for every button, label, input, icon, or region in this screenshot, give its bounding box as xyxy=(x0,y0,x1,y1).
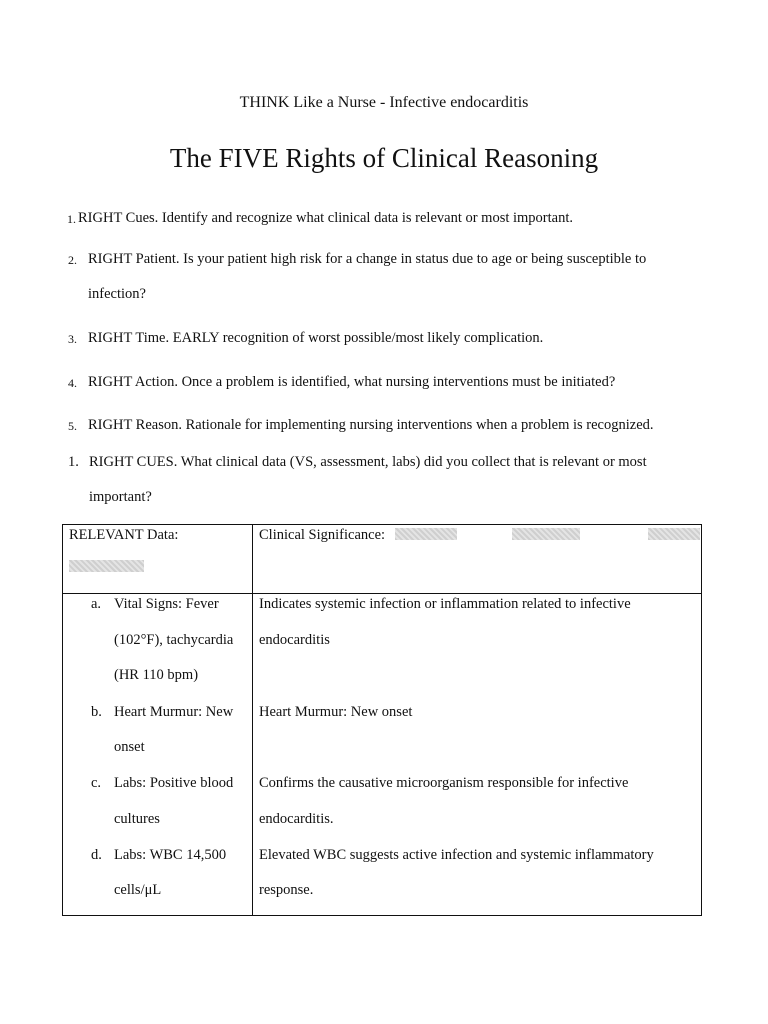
clinical-significance-cell xyxy=(253,594,702,916)
table-header-cell xyxy=(63,525,253,594)
list-item-right-action: RIGHT Action. Once a problem is identified, what nursing interventions must be initiated? xyxy=(88,374,616,390)
list-item-right-patient-cont: infection? xyxy=(88,286,146,302)
header-relevant-data: RELEVANT Data: xyxy=(69,527,179,543)
data-line: Heart Murmur: New xyxy=(114,704,234,720)
list-number: 4. xyxy=(68,376,77,390)
item-letter: b. xyxy=(91,704,102,720)
section-number: 1. xyxy=(68,454,79,470)
list-item-right-reason: RIGHT Reason. Rationale for implementing nursing interventions when a problem is recognized. xyxy=(88,417,654,433)
significance-line: Confirms the causative microorganism responsible for infective xyxy=(259,775,629,791)
significance-line: Indicates systemic infection or inflammation related to infective xyxy=(259,596,631,612)
redacted-block xyxy=(69,560,144,572)
significance-line: endocarditis xyxy=(259,632,330,648)
data-line: Labs: WBC 14,500 xyxy=(114,847,227,863)
list-item-right-cues: RIGHT Cues. Identify and recognize what clinical data is relevant or most important. xyxy=(78,210,574,226)
data-line: Labs: Positive blood xyxy=(114,775,234,791)
table-header-cell xyxy=(253,525,702,594)
data-line: (102°F), tachycardia xyxy=(114,632,234,648)
data-line: (HR 110 bpm) xyxy=(114,667,199,683)
data-line: Vital Signs: Fever xyxy=(114,596,219,612)
document-title: The FIVE Rights of Clinical Reasoning xyxy=(169,143,599,173)
significance-line: endocarditis. xyxy=(259,811,334,827)
redacted-block xyxy=(512,528,580,540)
significance-line: Heart Murmur: New onset xyxy=(259,704,413,720)
redacted-block xyxy=(395,528,457,540)
section-heading-right-cues-cont: important? xyxy=(89,489,152,505)
data-line: cells/μL xyxy=(114,882,162,898)
list-number: 2. xyxy=(68,253,77,267)
section-heading-right-cues: RIGHT CUES. What clinical data (VS, assessment, labs) did you collect that is relevant or most xyxy=(89,454,647,470)
item-letter: a. xyxy=(91,596,102,612)
list-number: 5. xyxy=(68,419,77,433)
relevant-data-table xyxy=(62,524,702,916)
redacted-block xyxy=(648,528,700,540)
data-line: cultures xyxy=(114,811,160,827)
item-letter: c. xyxy=(91,775,102,791)
relevant-data-cell xyxy=(63,594,253,916)
table-header-row xyxy=(63,525,702,594)
data-line: onset xyxy=(114,739,145,755)
list-item-right-time: RIGHT Time. EARLY recognition of worst possible/most likely complication. xyxy=(88,330,544,346)
list-item-right-patient: RIGHT Patient. Is your patient high risk for a change in status due to age or being susceptible to xyxy=(88,251,647,267)
table-row xyxy=(63,594,702,916)
list-number: 1. xyxy=(67,212,76,226)
list-number: 3. xyxy=(68,332,77,346)
item-letter: d. xyxy=(91,847,102,863)
significance-line: Elevated WBC suggests active infection and systemic inflammatory xyxy=(259,847,654,863)
document-subtitle: THINK Like a Nurse - Infective endocarditis xyxy=(239,94,529,111)
significance-line: response. xyxy=(259,882,314,898)
header-clinical-significance: Clinical Significance: xyxy=(259,527,386,543)
